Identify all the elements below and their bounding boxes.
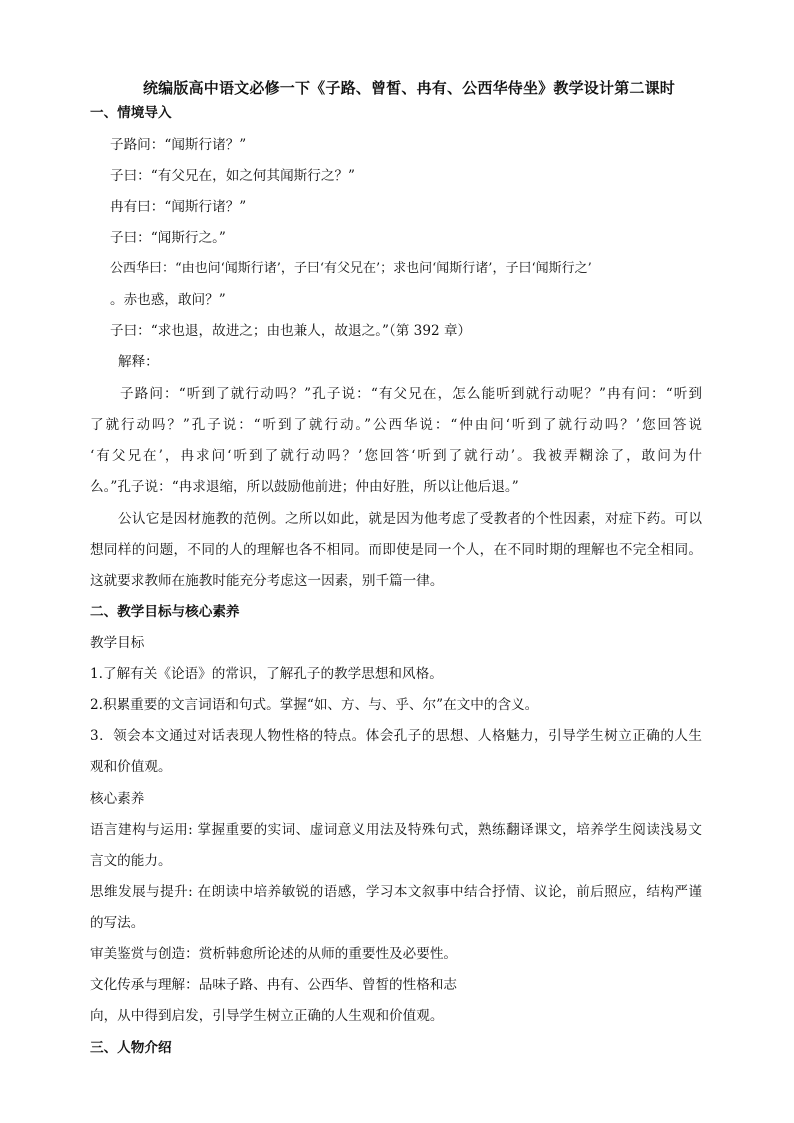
core-line: 文化传承与理解：品味子路、冉有、公西华、曾皙的性格和志 bbox=[90, 977, 458, 993]
section-heading-intro: 一、情境导入 bbox=[90, 105, 172, 121]
explanation-line: 么。”孔子说：“冉求退缩，所以鼓励他前进；仲由好胜，所以让他后退。” bbox=[90, 479, 519, 495]
dialogue-line: 子曰：“有父兄在，如之何其闻斯行之？” bbox=[110, 168, 355, 184]
goals-label: 教学目标 bbox=[90, 635, 145, 651]
core-line: 思维发展与提升: 在朗读中培养敏锐的语感，学习本文叙事中结合抒情、议论，前后照应，结构严谨 bbox=[90, 884, 702, 900]
core-line: 的写法。 bbox=[90, 915, 145, 931]
core-line: 向，从中得到启发，引导学生树立正确的人生观和价值观。 bbox=[90, 1008, 444, 1024]
explanation-label: 解释： bbox=[118, 354, 159, 370]
goal-item: 3．领会本文通过对话表现人物性格的特点。体会孔子的思想、人格魅力，引导学生树立正确的人生 bbox=[90, 728, 702, 744]
explanation-line: 了就行动吗？”孔子说：“听到了就行动。”公西华说：“仲由问‘听到了就行动吗？’您回答说 bbox=[90, 417, 702, 433]
core-line: 语言建构与运用: 掌握重要的实词、虚词意义用法及特殊句式，熟练翻译课文，培养学生阅读浅易文 bbox=[90, 822, 702, 838]
section-heading-goals: 二、教学目标与核心素养 bbox=[90, 604, 240, 620]
goal-item: 观和价值观。 bbox=[90, 759, 172, 775]
dialogue-line: 子曰：“求也退，故进之；由也兼人，故退之。”（第 392 章） bbox=[110, 323, 472, 339]
commentary-line: 公认它是因材施教的范例。之所以如此，就是因为他考虑了受教者的个性因素，对症下药。可以 bbox=[118, 511, 702, 527]
goal-item: 1.了解有关《论语》的常识，了解孔子的教学思想和风格。 bbox=[90, 666, 443, 682]
explanation-line: 子路问：“听到了就行动吗？”孔子说：“有父兄在，怎么能听到就行动呢？”冉有问：“听到 bbox=[120, 386, 702, 402]
commentary-line: 想同样的问题，不同的人的理解也各不相同。而即使是同一个人，在不同时期的理解也不完全相同。 bbox=[90, 542, 702, 558]
document-title: 统编版高中语文必修一下《子路、曾皙、冉有、公西华侍坐》教学设计第二课时 bbox=[142, 79, 675, 97]
core-line: 言文的能力。 bbox=[90, 853, 172, 869]
dialogue-line: 子曰：“闻斯行之。” bbox=[110, 230, 226, 246]
core-line: 审美鉴赏与创造：赏析韩愈所论述的从师的重要性及必要性。 bbox=[90, 946, 458, 962]
section-heading-characters: 三、人物介绍 bbox=[90, 1040, 172, 1056]
dialogue-line: 公西华曰：“由也问‘闻斯行诸’，子曰‘有父兄在’；求也问‘闻斯行诸’，子曰‘闻斯行之’ bbox=[110, 261, 592, 276]
core-label: 核心素养 bbox=[90, 791, 145, 807]
dialogue-line: 冉有曰：“闻斯行诸？” bbox=[110, 199, 247, 215]
commentary-line: 这就要求教师在施教时能充分考虑这一因素，别千篇一律。 bbox=[90, 573, 444, 589]
explanation-line: ‘有父兄在’，冉求问‘听到了就行动吗？’您回答‘听到了就行动’。我被弄糊涂了，敢问为什 bbox=[90, 448, 702, 464]
dialogue-line: 。赤也惑，敢问？” bbox=[110, 292, 226, 308]
goal-item: 2.积累重要的文言词语和句式。掌握“如、方、与、乎、尔”在文中的含义。 bbox=[90, 697, 539, 713]
dialogue-line: 子路问：“闻斯行诸？” bbox=[110, 137, 247, 153]
